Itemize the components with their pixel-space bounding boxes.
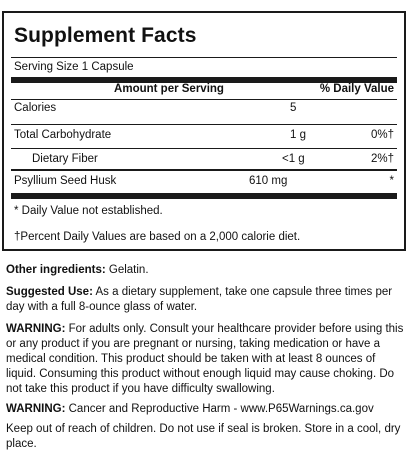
warning-prop65-text: Cancer and Reproductive Harm - www.P65Warnings.ca.gov — [68, 403, 374, 415]
other-ingredients — [6, 263, 406, 278]
row-calories-name: Calories — [14, 102, 57, 114]
amount-per-serving-header: Amount per Serving — [114, 83, 224, 95]
row-rule — [11, 124, 397, 125]
footnote-rule — [11, 193, 397, 199]
warning-adults-label: WARNING: — [6, 323, 66, 335]
row-psyllium-dv: * — [389, 175, 394, 187]
suggested-use — [6, 285, 406, 315]
warning-adults-text: For adults only. Consult your healthcare provider before using this or any product if you are pregnant or nursing, taking medication or have a medical condition. This product should be taken with at least 8 ounces of liquid. Consuming this product without enough liquid may cause choking. Do not take this product if you have difficulty swallowing. — [6, 323, 404, 395]
footnote-daily-value: * Daily Value not established. — [14, 205, 163, 217]
daily-value-header: % Daily Value — [319, 83, 394, 95]
row-carbohydrate-dv: 0%† — [370, 129, 394, 141]
row-fiber-dv: 2%† — [370, 153, 394, 165]
other-ingredients-text: Gelatin. — [108, 264, 149, 276]
other-ingredients-label: Other ingredients: — [6, 264, 106, 276]
storage-instructions: Keep out of reach of children. Do not use if seal is broken. Store in a cool, dry place. — [6, 423, 401, 450]
header-rule — [11, 99, 397, 100]
warning-adults — [6, 322, 406, 397]
row-psyllium-name: Psyllium Seed Husk — [14, 175, 117, 187]
row-fiber-name: Dietary Fiber — [32, 153, 98, 165]
suggested-use-text: As a dietary supplement, take one capsule three times per day with a full 8-ounce glass of water. — [6, 286, 393, 313]
row-rule — [11, 169, 397, 171]
row-carbohydrate-name: Total Carbohydrate — [14, 129, 112, 141]
supplement-facts-title: Supplement Facts — [14, 24, 197, 47]
row-psyllium-amount: 610 mg — [249, 175, 288, 187]
warning-prop65-label: WARNING: — [6, 403, 66, 415]
serving-size: Serving Size 1 Capsule — [14, 61, 134, 73]
row-fiber-amount: <1 g — [282, 153, 305, 165]
warning-prop65 — [6, 402, 406, 417]
row-calories-amount: 5 — [290, 102, 297, 114]
row-carbohydrate-amount: 1 g — [290, 129, 306, 141]
supplement-facts-panel — [2, 11, 406, 251]
footnote-percent-daily-value: †Percent Daily Values are based on a 2,000 calorie diet. — [14, 231, 301, 243]
suggested-use-label: Suggested Use: — [6, 286, 93, 298]
row-rule — [11, 148, 397, 149]
title-rule — [11, 57, 397, 58]
